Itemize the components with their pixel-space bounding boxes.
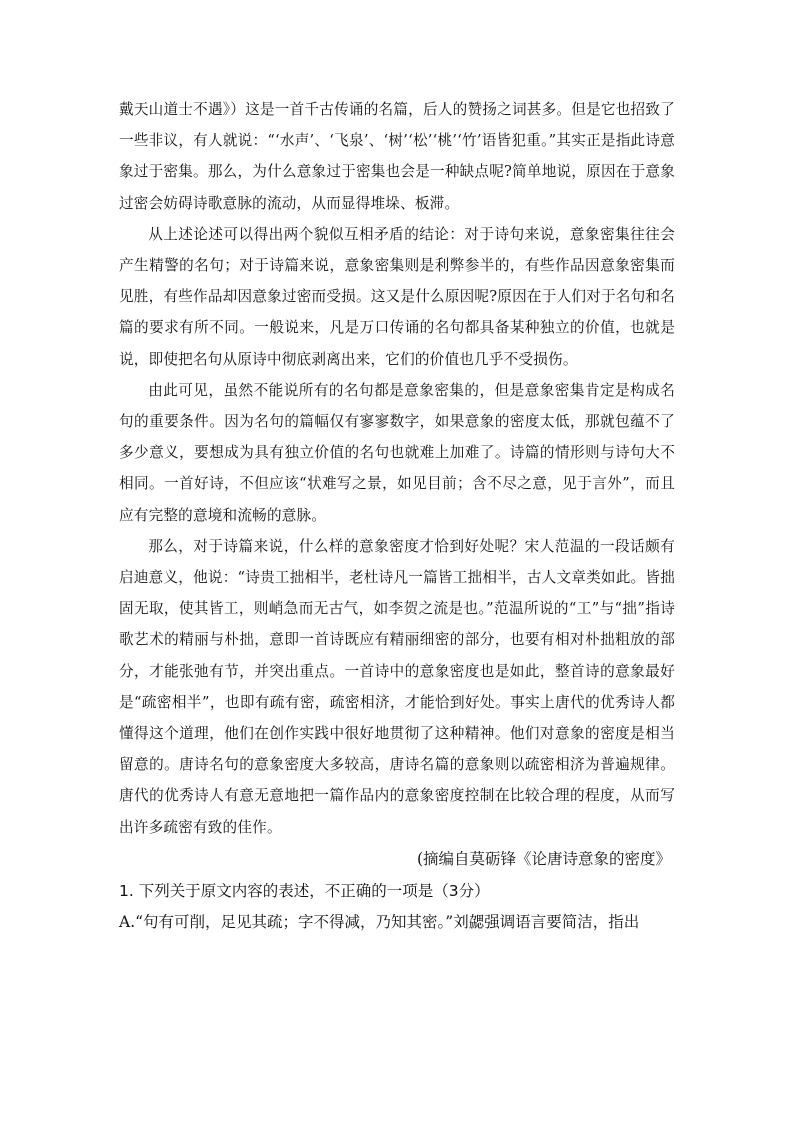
option-a: A.“句有可削，足见其疏；字不得减，乃知其密。”刘勰强调语言要简洁，指出 <box>119 912 640 931</box>
source-citation: (摘编自莫砺锋《论唐诗意象的密度》 <box>416 849 671 868</box>
essay-body <box>119 94 675 843</box>
essay-paragraph-1: 戴天山道士不遇》）这是一首千古传诵的名篇，后人的赞扬之词甚多。但是它也招致了一些非议，有人就说：“‘水声’、‘飞泉’、‘树’‘松’‘桃’‘竹’语皆犯重。”其实正是指此诗意象过于密集。那么，为什么意象过于密集也会是一种缺点呢?简单地说，原因在于意象过密会妨碍诗歌意脉的流动，从而显得堆垛、板滞。 <box>119 101 675 212</box>
question-stem: 1. 下列关于原文内容的表述，不正确的一项是（3分） <box>119 881 490 900</box>
essay-paragraph-3: 由此可见，虽然不能说所有的名句都是意象密集的，但是意象密集肯定是构成名句的重要条件。因为名句的篇幅仅有寥寥数字，如果意象的密度太低，那就包蕴不了多少意义，要想成为具有独立价值的名句也就难上加难了。诗篇的情形则与诗句大不相同。一首好诗，不但应该“状难写之景，如见目前；含不尽之意，见于言外”，而且应有完整的意境和流畅的意脉。 <box>119 381 675 524</box>
essay-paragraph-4: 那么，对于诗篇来说，什么样的意象密度才恰到好处呢？宋人范温的一段话颇有启迪意义，他说：“诗贵工拙相半，老杜诗凡一篇皆工拙相半，古人文章类如此。皆拙固无取，使其皆工，则峭急而无古气，如李贺之流是也。”范温所说的“工”与“拙”指诗歌艺术的精丽与朴拙，意即一首诗既应有精丽细密的部分，也要有相对朴拙粗放的部分，才能张弛有节，并突出重点。一首诗中的意象密度也是如此，整首诗的意象最好是“疏密相半”，也即有疏有密，疏密相济，才能恰到好处。事实上唐代的优秀诗人都懂得这个道理，他们在创作实践中很好地贯彻了这种精神。他们对意象的密度是相当留意的。唐诗名句的意象密度大多较高，唐诗名篇的意象则以疏密相济为普遍规律。唐代的优秀诗人有意无意地把一篇作品内的意象密度控制在比较合理的程度，从而写出许多疏密有致的佳作。 <box>119 537 675 836</box>
document-page <box>119 94 675 938</box>
essay-paragraph-2: 从上述论述可以得出两个貌似互相矛盾的结论：对于诗句来说，意象密集往往会产生精警的名句；对于诗篇来说，意象密集则是利弊参半的，有些作品因意象密集而见胜，有些作品却因意象过密而受损。这又是什么原因呢?原因在于人们对于名句和名篇的要求有所不同。一般说来，凡是万口传诵的名句都具备某种独立的价值，也就是说，即使把名句从原诗中彻底剥离出来，它们的价值也几乎不受损伤。 <box>119 225 675 368</box>
